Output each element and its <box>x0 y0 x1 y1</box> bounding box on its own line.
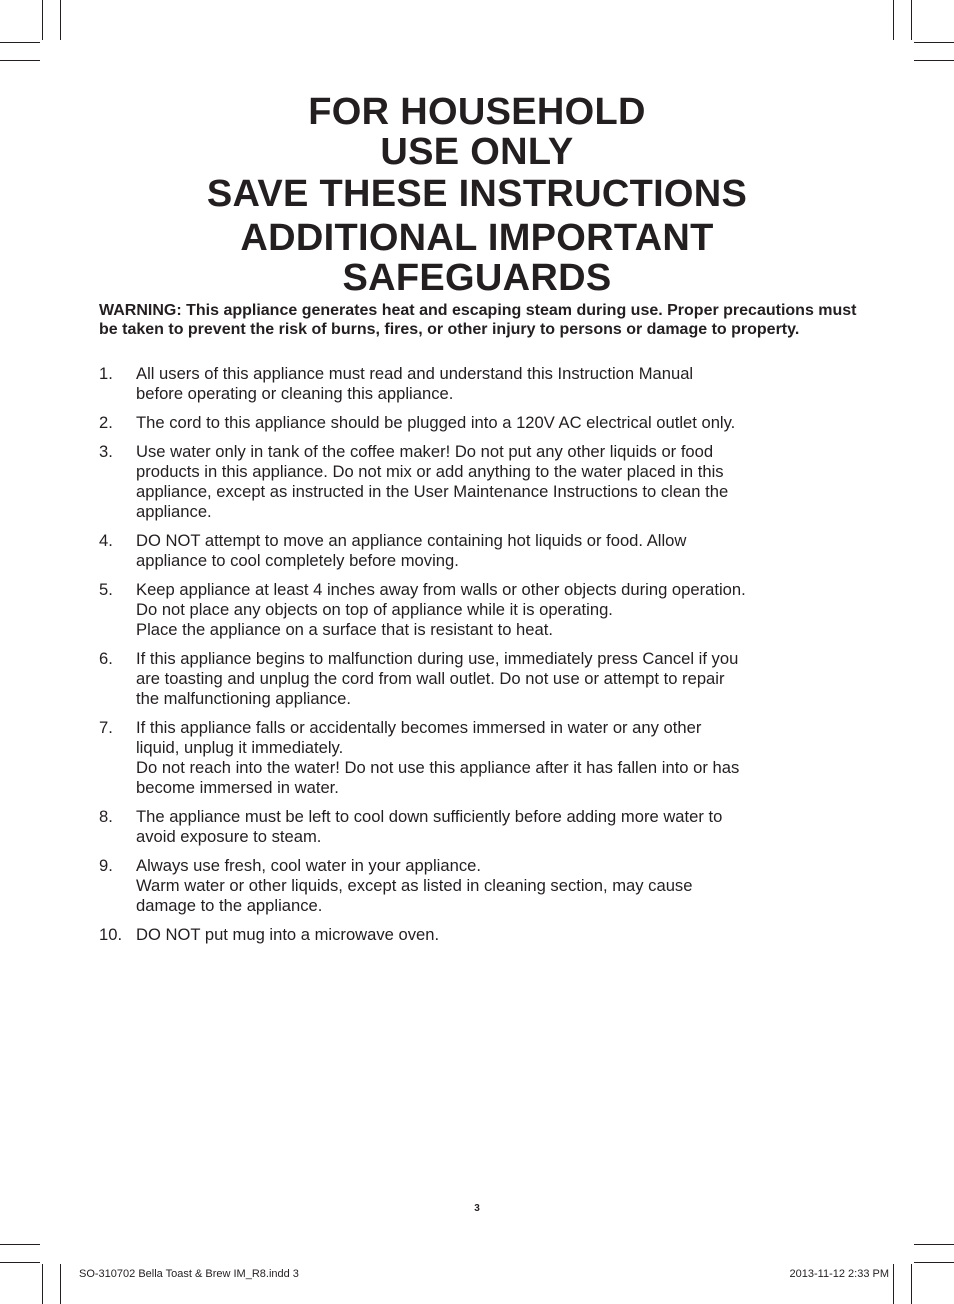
list-item <box>99 531 869 571</box>
list-item-text: liquid, unplug it immediately. <box>136 738 344 757</box>
warning-text: : This appliance generates heat and escaping steam during use. Proper precautions must be taken to prevent the risk of burns, fires, or other injury to persons or damage to property. <box>99 302 857 338</box>
list-item-number: 2. <box>99 413 113 432</box>
list-item-number: 8. <box>99 807 113 826</box>
warning-paragraph <box>99 301 869 339</box>
list-item-text: Use water only in tank of the coffee maker! Do not put any other liquids or food <box>136 442 714 461</box>
list-item-text: If this appliance begins to malfunction during use, immediately press Cancel if you <box>136 649 739 668</box>
crop-mark <box>0 60 40 61</box>
list-item-text: before operating or cleaning this appliance. <box>136 384 454 403</box>
warning-label: WARNING <box>99 302 177 319</box>
list-item-number: 10. <box>99 925 123 944</box>
list-item-text: Place the appliance on a surface that is resistant to heat. <box>136 620 553 639</box>
list-item-text: Keep appliance at least 4 inches away from walls or other objects during operation. <box>136 580 746 599</box>
crop-mark <box>60 0 61 40</box>
crop-mark <box>0 1262 40 1263</box>
list-item <box>99 413 869 433</box>
date-slug: 2013-11-12 2:33 PM <box>789 1268 889 1280</box>
file-slug: SO-310702 Bella Toast & Brew IM_R8.indd 3 <box>79 1268 299 1280</box>
list-item-text: The cord to this appliance should be plugged into a 120V AC electrical outlet only. <box>136 413 736 432</box>
list-item-number: 1. <box>99 364 113 383</box>
list-item-text: appliance. <box>136 502 212 521</box>
page-number: 3 <box>474 1203 480 1214</box>
list-item <box>99 925 869 945</box>
list-item-text: appliance to cool completely before moving. <box>136 551 459 570</box>
crop-mark <box>914 42 954 43</box>
list-item-text: The appliance must be left to cool down sufficiently before adding more water to <box>136 807 723 826</box>
list-item-text: products in this appliance. Do not mix or add anything to the water placed in this <box>136 462 724 481</box>
list-item-text: the malfunctioning appliance. <box>136 689 351 708</box>
list-item-text: are toasting and unplug the cord from wall outlet. Do not use or attempt to repair <box>136 669 725 688</box>
page-headings <box>0 92 954 298</box>
list-item <box>99 364 869 404</box>
heading-additional-important: ADDITIONAL IMPORTANT <box>240 217 714 259</box>
list-item-number: 4. <box>99 531 113 550</box>
list-item-number: 5. <box>99 580 113 599</box>
list-item-text: Do not reach into the water! Do not use this appliance after it has fallen into or has <box>136 758 740 777</box>
heading-safeguards: SAFEGUARDS <box>342 257 612 299</box>
crop-mark <box>914 60 954 61</box>
safeguards-list <box>99 364 869 954</box>
heading-use-only: USE ONLY <box>380 131 574 173</box>
list-item-text: If this appliance falls or accidentally becomes immersed in water or any other <box>136 718 702 737</box>
list-item-text: DO NOT put mug into a microwave oven. <box>136 925 440 944</box>
crop-mark <box>42 1264 43 1304</box>
crop-mark <box>914 1262 954 1263</box>
list-item <box>99 856 869 916</box>
crop-mark <box>911 0 912 40</box>
list-item-text: Do not place any objects on top of appliance while it is operating. <box>136 600 613 619</box>
list-item <box>99 442 869 522</box>
crop-mark <box>0 1244 40 1245</box>
heading-household: FOR HOUSEHOLD <box>308 91 646 133</box>
list-item-text: appliance, except as instructed in the User Maintenance Instructions to clean the <box>136 482 729 501</box>
heading-save-instructions: SAVE THESE INSTRUCTIONS <box>206 173 748 215</box>
crop-mark <box>893 0 894 40</box>
list-item-number: 9. <box>99 856 113 875</box>
crop-mark <box>914 1244 954 1245</box>
list-item-text: avoid exposure to steam. <box>136 827 322 846</box>
list-item-text: Always use fresh, cool water in your appliance. <box>136 856 481 875</box>
crop-mark <box>911 1264 912 1304</box>
list-item-text: Warm water or other liquids, except as listed in cleaning section, may cause <box>136 876 693 895</box>
crop-mark <box>42 0 43 40</box>
crop-mark <box>60 1264 61 1304</box>
list-item-number: 7. <box>99 718 113 737</box>
list-item-text: All users of this appliance must read and understand this Instruction Manual <box>136 364 694 383</box>
crop-mark <box>893 1264 894 1304</box>
list-item <box>99 649 869 709</box>
list-item-number: 3. <box>99 442 113 461</box>
list-item <box>99 807 869 847</box>
crop-mark <box>0 42 40 43</box>
list-item <box>99 580 869 640</box>
list-item-number: 6. <box>99 649 113 668</box>
list-item-text: DO NOT attempt to move an appliance containing hot liquids or food. Allow <box>136 531 687 550</box>
list-item-text: become immersed in water. <box>136 778 339 797</box>
list-item-text: damage to the appliance. <box>136 896 323 915</box>
list-item <box>99 718 869 798</box>
